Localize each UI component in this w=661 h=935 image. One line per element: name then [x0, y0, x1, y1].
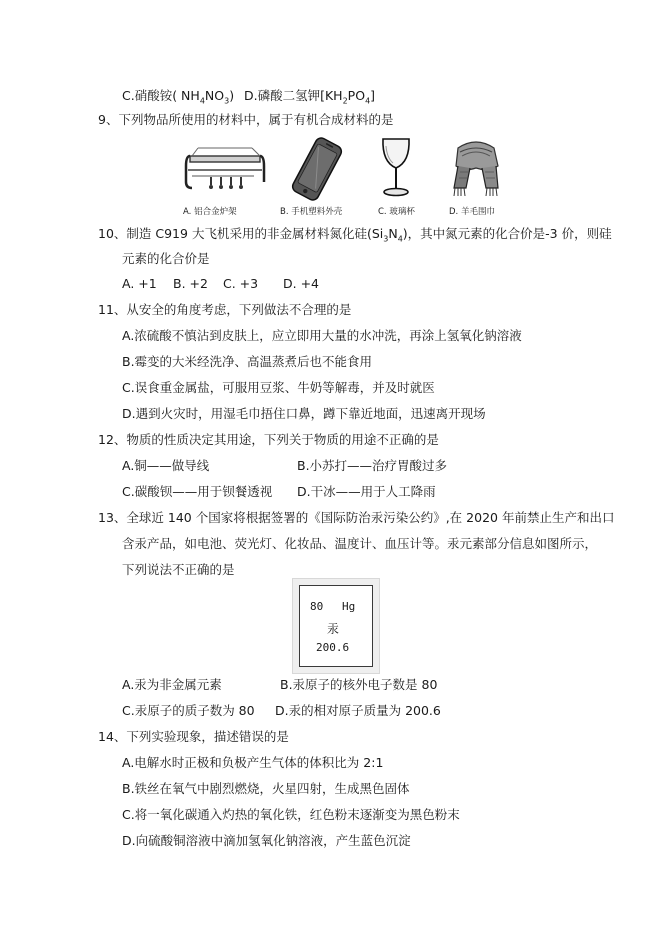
q8-d-mid: PO [347, 88, 366, 103]
q8-d-sub1: 2 [342, 96, 348, 106]
q10-sub1: 3 [383, 234, 389, 244]
q12-option-d: D.干冰——用于人工降雨 [297, 484, 436, 499]
q10-option-c: C. +3 [223, 276, 259, 291]
q10-line1-post: )，其中氮元素的化合价是-3 价，则硅 [402, 226, 612, 241]
phone-icon [289, 137, 345, 201]
q12-option-c: C.碳酸钡——用于钡餐透视 [122, 484, 273, 499]
q11-option-a: A.浓硫酸不慎沾到皮肤上，应立即用大量的水冲洗，再涂上氢氧化钠溶液 [122, 328, 522, 343]
q11-option-b: B.霉变的大米经洗净、高温蒸煮后也不能食用 [122, 354, 373, 369]
q8-d-prefix: D.磷酸二氢钾[KH [244, 88, 343, 103]
q8-option-c [122, 88, 234, 110]
q10-option-d: D. +4 [283, 276, 319, 291]
q10-line1-pre: 10、制造 C919 大飞机采用的非金属材料氮化硅(Si [98, 226, 384, 241]
q9-caption-b: B. 手机塑料外壳 [280, 207, 343, 217]
q10-line1-mid: N [388, 226, 398, 241]
q13-line2: 含汞产品，如电池、荧光灯、化妆品、温度计、血压计等。汞元素部分信息如图所示， [122, 536, 598, 551]
q8-c-mid: NO [204, 88, 225, 103]
q8-c-prefix: C.硝酸铵( NH [122, 88, 200, 103]
wool-scarf-icon [448, 138, 506, 198]
element-name: 汞 [327, 622, 340, 636]
q11-option-c: C.误食重金属盐，可服用豆浆、牛奶等解毒，并及时就医 [122, 380, 435, 395]
q13-line1: 13、全球近 140 个国家将根据签署的《国际防治汞污染公约》,在 2020 年前禁止生产和出口 [98, 510, 615, 525]
q14-option-c: C.将一氧化碳通入灼热的氧化铁，红色粉末逐渐变为黑色粉末 [122, 807, 460, 822]
q12-option-b: B.小苏打——治疗胃酸过多 [297, 458, 448, 473]
q9-caption-c: C. 玻璃杯 [378, 207, 415, 217]
q8-option-d [244, 88, 375, 110]
q12-option-a: A.铜——做导线 [122, 458, 210, 473]
q10-option-b: B. +2 [173, 276, 208, 291]
q9-caption-d: D. 羊毛围巾 [449, 207, 495, 217]
q8-d-suffix: ] [370, 88, 376, 103]
element-number: 80 [310, 600, 324, 613]
q13-option-a: A.汞为非金属元素 [122, 677, 222, 692]
q12-stem: 12、物质的性质决定其用途，下列关于物质的用途不正确的是 [98, 432, 439, 447]
q8-c-sub1: 4 [199, 96, 205, 106]
q10-line2: 元素的化合价是 [122, 251, 210, 266]
q8-d-sub2: 4 [365, 96, 371, 106]
stove-rack-icon [184, 142, 266, 200]
q10-line1 [98, 226, 612, 248]
q13-option-b: B.汞原子的核外电子数是 80 [280, 677, 438, 692]
q13-option-c: C.汞原子的质子数为 80 [122, 703, 255, 718]
wine-glass-icon [378, 136, 414, 198]
q11-option-d: D.遇到火灾时，用湿毛巾捂住口鼻，蹲下靠近地面，迅速离开现场 [122, 406, 486, 421]
q11-stem: 11、从安全的角度考虑，下列做法不合理的是 [98, 302, 352, 317]
mercury-element-card [299, 585, 373, 667]
q14-stem: 14、下列实验现象，描述错误的是 [98, 729, 289, 744]
q9-caption-a: A. 铝合金炉架 [183, 207, 237, 217]
q8-c-sub2: 3 [224, 96, 230, 106]
q13-option-d: D.汞的相对原子质量为 200.6 [275, 703, 441, 718]
q8-c-suffix: ) [229, 88, 235, 103]
q14-option-b: B.铁丝在氧气中剧烈燃烧，火星四射，生成黑色固体 [122, 781, 410, 796]
element-mass: 200.6 [316, 641, 350, 654]
q14-option-a: A.电解水时正极和负极产生气体的体积比为 2:1 [122, 755, 384, 770]
q10-sub2: 4 [397, 234, 403, 244]
q13-line3: 下列说法不正确的是 [122, 562, 235, 577]
q14-option-d: D.向硫酸铜溶液中滴加氢氧化钠溶液，产生蓝色沉淀 [122, 833, 411, 848]
q10-option-a: A. +1 [122, 276, 157, 291]
element-symbol: Hg [342, 600, 356, 613]
q9-stem: 9、下列物品所使用的材料中，属于有机合成材料的是 [98, 112, 394, 127]
